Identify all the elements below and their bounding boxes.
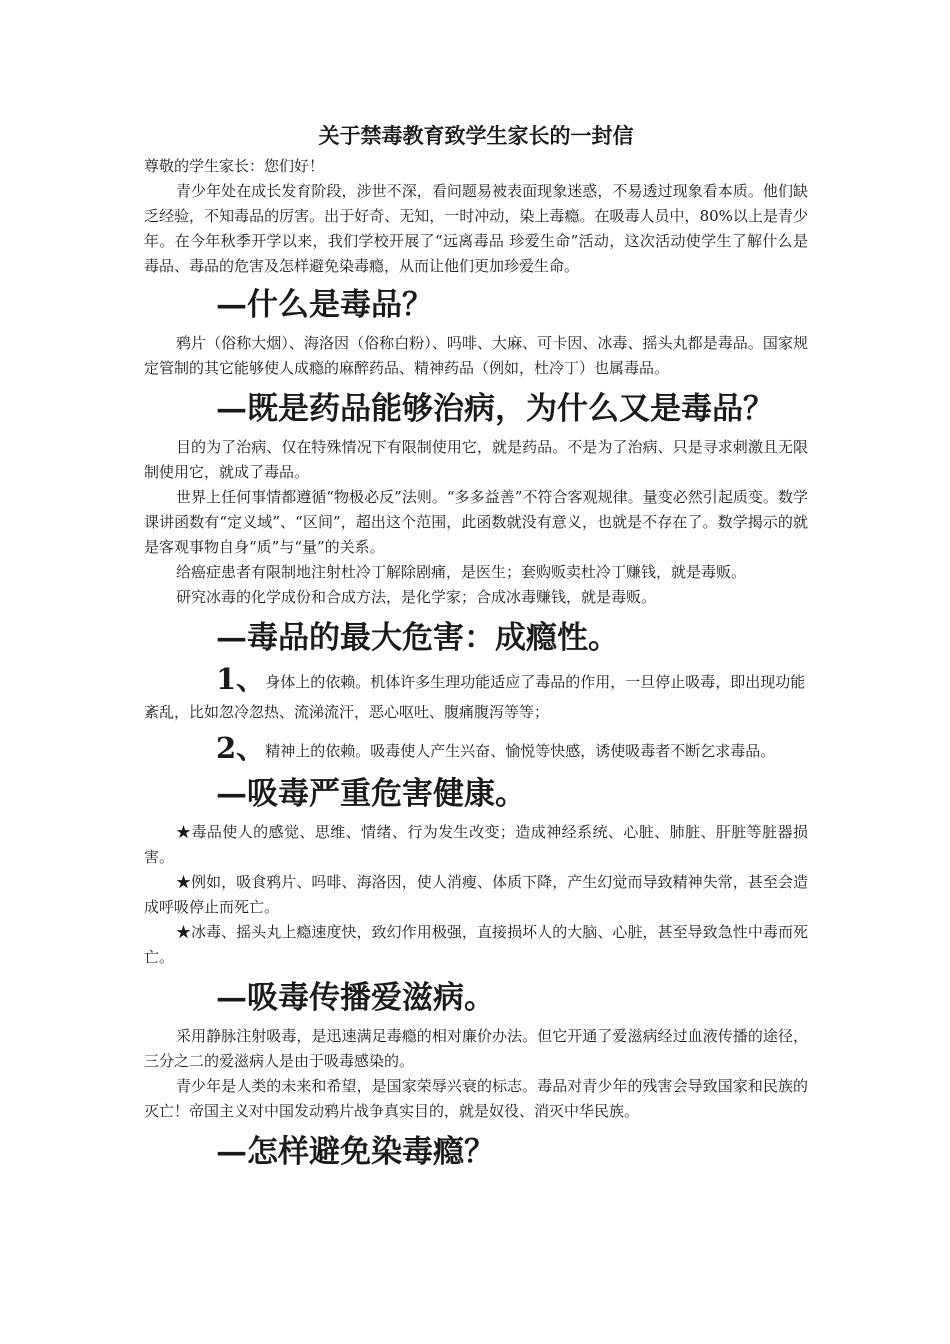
letter-title: 关于禁毒教育致学生家长的一封信	[318, 123, 634, 148]
section-heading-what-is-drug: —什么是毒品？	[216, 287, 433, 323]
section-heading-health-harm: —吸毒严重危害健康。	[216, 776, 526, 812]
section-paragraph: ★冰毒、摇头丸上瘾速度快，致幻作用极强，直接损坏人的大脑、心脏，甚至导致急性中毒而死亡。	[144, 923, 808, 966]
section-paragraph: 世界上任何事情都遵循“物极必反”法则。“多多益善”不符合客观规律。量变必然引起质变。数学课讲函数有“定义域”、“区间”，超出这个范围，此函数就没有意义，也就是不存在了。数学揭示的就是客观事物自身“质”与“量”的关系。	[144, 488, 808, 556]
item-text: 精神上的依赖。吸毒使人产生兴奋、愉悦等快感，诱使吸毒者不断乞求毒品。	[265, 742, 776, 760]
intro-paragraph: 青少年处在成长发育阶段，涉世不深，看问题易被表面现象迷惑，不易透过现象看本质。他们缺乏经验，不知毒品的厉害。出于好奇、无知，一时冲动，染上毒瘾。在吸毒人员中，80%以上是青少年。在今年秋季开学以来，我们学校开展了“远离毒品 珍爱生命”活动，这次活动使学生了解什么是毒品、毒品的危害及怎样避免染毒瘾，从而让他们更加珍爱生命。	[144, 182, 808, 275]
section-heading-addiction: —毒品的最大危害：成瘾性。	[216, 620, 619, 656]
section-heading-medicine-vs-drug: —既是药品能够治病，为什么又是毒品？	[216, 391, 774, 427]
section-paragraph: 青少年是人类的未来和希望，是国家荣辱兴衰的标志。毒品对青少年的残害会导致国家和民族的灭亡！帝国主义对中国发动鸦片战争真实目的，就是奴役、消灭中华民族。	[144, 1077, 808, 1120]
section-heading-avoid-addiction: —怎样避免染毒瘾？	[216, 1134, 495, 1170]
numbered-item	[144, 733, 808, 766]
letter-page	[144, 120, 808, 1178]
section-paragraph: 给癌症患者有限制地注射杜冷丁解除剧痛，是医生；套购贩卖杜冷丁赚钱，就是毒贩。	[176, 563, 747, 581]
item-number: 1、	[216, 662, 266, 696]
greeting: 尊敬的学生家长：您们好！	[144, 157, 325, 175]
item-text: 身体上的依赖。机体许多生理功能适应了毒品的作用，一旦停止吸毒，即出现功能紊乱，比如忽冷忽热、流涕流汗，恶心呕吐、腹痛腹泻等等；	[144, 673, 806, 721]
section-paragraph: 研究冰毒的化学成份和合成方法，是化学家；合成冰毒赚钱，就是毒贩。	[176, 588, 657, 606]
section-heading-aids: —吸毒传播爱滋病。	[216, 980, 495, 1016]
section-paragraph: 鸦片（俗称大烟）、海洛因（俗称白粉）、吗啡、大麻、可卡因、冰毒、摇头丸都是毒品。国家规定管制的其它能够使人成瘾的麻醉药品、精神药品（例如，杜冷丁）也属毒品。	[144, 334, 808, 377]
numbered-item	[144, 664, 808, 727]
section-paragraph: ★毒品使人的感觉、思维、情绪、行为发生改变；造成神经系统、心脏、肺脏、肝脏等脏器损害。	[144, 823, 808, 866]
section-paragraph: 目的为了治病、仅在特殊情况下有限制使用它，就是药品。不是为了治病、只是寻求刺激且无限制使用它，就成了毒品。	[144, 438, 808, 481]
section-paragraph: 采用静脉注射吸毒，是迅速满足毒瘾的相对廉价办法。但它开通了爱滋病经过血液传播的途径，三分之二的爱滋病人是由于吸毒感染的。	[144, 1027, 808, 1070]
section-paragraph: ★例如，吸食鸦片、吗啡、海洛因，使人消瘦、体质下降，产生幻觉而导致精神失常，甚至会造成呼吸停止而死亡。	[144, 873, 808, 916]
item-number: 2、	[216, 731, 266, 765]
